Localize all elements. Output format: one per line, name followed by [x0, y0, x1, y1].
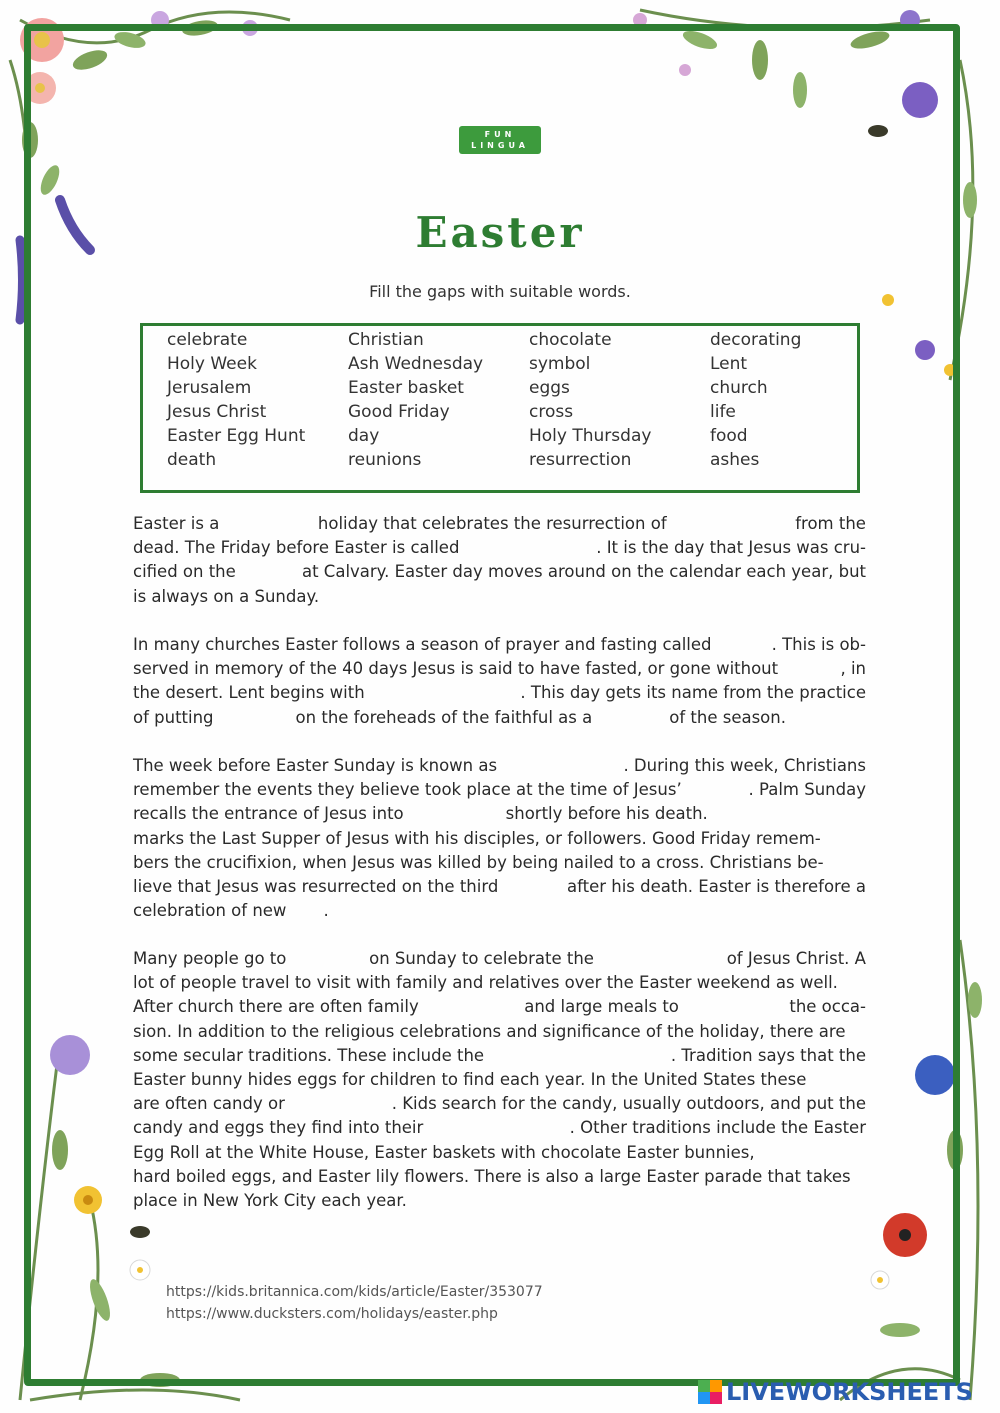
- text-line: [133, 1116, 866, 1140]
- text-line: [133, 971, 866, 995]
- text-segment: of the season.: [669, 707, 786, 727]
- text-line: [133, 1141, 866, 1165]
- blank-gap[interactable]: [375, 681, 510, 699]
- text-segment: lieve that Jesus was resurrected on the third: [133, 876, 499, 896]
- blank-gap[interactable]: [246, 560, 291, 578]
- paragraph-1: [133, 512, 866, 609]
- text-segment: Many people go to: [133, 949, 287, 968]
- text-line: [133, 754, 866, 778]
- text-segment: . This day gets its name from the practice: [520, 683, 866, 703]
- blank-gap[interactable]: [473, 536, 583, 554]
- word-bank-item: eggs: [529, 378, 570, 398]
- text-segment: . Other traditions include the Easter: [569, 1118, 866, 1138]
- text-segment: Egg Roll at the White House, Easter baskets with chocolate Easter bunnies,: [133, 1142, 755, 1162]
- instruction: Fill the gaps with suitable words.: [369, 282, 631, 301]
- text-line: [133, 1068, 866, 1092]
- text-segment: In many churches Easter follows a season of prayer and fasting called: [133, 635, 712, 654]
- word-bank-item: Holy Thursday: [529, 426, 652, 446]
- word-bank-item: celebrate: [167, 330, 248, 350]
- text-line: [133, 802, 866, 826]
- text-segment: the occa-: [789, 997, 866, 1017]
- text-line: [133, 1044, 866, 1068]
- blank-gap[interactable]: [598, 706, 663, 724]
- word-bank-item: Christian: [348, 330, 424, 350]
- text-line: [133, 1189, 866, 1213]
- blank-gap[interactable]: [513, 754, 608, 772]
- text-segment: lot of people travel to visit with family and relatives over the Easter weekend as well.: [133, 973, 838, 993]
- text-line: [133, 512, 866, 536]
- sources: [166, 1281, 543, 1325]
- text-line: [133, 1092, 866, 1116]
- text-segment: . Kids search for the candy, usually outdoors, and put the: [391, 1094, 866, 1114]
- paragraph-4: [133, 947, 866, 1213]
- brand-name: LIVEWORKSHEETS: [726, 1378, 973, 1406]
- text-line: [133, 778, 866, 802]
- text-segment: after his death. Easter is therefore a: [566, 876, 866, 896]
- word-bank-item: Holy Week: [167, 354, 257, 374]
- word-bank-item: food: [710, 426, 748, 446]
- word-bank-item: chocolate: [529, 330, 612, 350]
- text-segment: on the foreheads of the faithful as a: [295, 707, 593, 727]
- text-line: [133, 657, 866, 681]
- text-line: [133, 585, 866, 609]
- text-segment: Easter is a: [133, 514, 220, 533]
- text-line: [133, 706, 866, 730]
- word-bank-item: death: [167, 450, 217, 470]
- text-line: [133, 851, 866, 875]
- text-segment: . It is the day that Jesus was cru-: [596, 538, 866, 558]
- text-segment: is always on a Sunday.: [133, 586, 320, 606]
- word-bank-item: Easter basket: [348, 378, 464, 398]
- text-line: [133, 875, 866, 899]
- word-bank-item: reunions: [348, 450, 422, 470]
- text-line: [133, 560, 866, 584]
- text-line: [133, 827, 866, 851]
- word-bank-item: resurrection: [529, 450, 632, 470]
- word-bank-item: cross: [529, 402, 574, 422]
- blank-gap[interactable]: [695, 778, 735, 796]
- text-segment: place in New York City each year.: [133, 1190, 407, 1210]
- word-bank-item: day: [348, 426, 380, 446]
- blank-gap[interactable]: [792, 657, 827, 675]
- text-segment: at Calvary. Easter day moves around on the calendar each year, but: [301, 562, 866, 582]
- text-line: [133, 536, 866, 560]
- text-segment: recalls the entrance of Jesus into: [133, 804, 404, 824]
- liveworksheets-logo-icon: [698, 1380, 722, 1404]
- text-line: [133, 995, 866, 1019]
- text-segment: marks the Last Supper of Jesus with his disciples, or followers. Good Friday remem-: [133, 828, 821, 848]
- paragraph-2: [133, 633, 866, 730]
- blank-gap[interactable]: [441, 1116, 551, 1134]
- text-segment: . Palm Sunday: [748, 780, 866, 800]
- blank-gap[interactable]: [410, 802, 500, 820]
- text-segment: bers the crucifixion, when Jesus was killed by being nailed to a cross. Christians be-: [133, 852, 824, 872]
- blank-gap[interactable]: [229, 512, 309, 530]
- text-segment: dead. The Friday before Easter is called: [133, 538, 460, 558]
- word-bank-item: Easter Egg Hunt: [167, 426, 306, 446]
- text-line: [133, 899, 866, 923]
- word-bank-item: ashes: [710, 450, 760, 470]
- word-bank-item: Lent: [710, 354, 748, 374]
- blank-gap[interactable]: [518, 875, 548, 893]
- word-bank-item: decorating: [710, 330, 802, 350]
- text-segment: of putting: [133, 707, 214, 727]
- source-link[interactable]: https://kids.britannica.com/kids/article/Easter/353077: [166, 1284, 543, 1300]
- blank-gap[interactable]: [692, 995, 777, 1013]
- word-bank-item: Good Friday: [348, 402, 450, 422]
- text-segment: After church there are often family: [133, 997, 419, 1017]
- text-segment: , in: [840, 659, 866, 679]
- text-segment: the desert. Lent begins with: [133, 683, 365, 703]
- text-segment: holiday that celebrates the resurrection of: [317, 514, 667, 533]
- text-segment: celebration of new: [133, 901, 287, 921]
- word-bank-item: Jerusalem: [167, 378, 252, 398]
- blank-gap[interactable]: [431, 995, 511, 1013]
- page-title: Easter: [415, 208, 585, 257]
- text-line: [133, 681, 866, 705]
- text-segment: and large meals to: [524, 997, 679, 1017]
- word-bank: [140, 323, 860, 493]
- text-line: [133, 1020, 866, 1044]
- blank-gap[interactable]: [605, 947, 715, 965]
- text-line: [133, 947, 866, 971]
- text-segment: cified on the: [133, 562, 236, 582]
- word-bank-item: Ash Wednesday: [348, 354, 484, 374]
- text-segment: sion. In addition to the religious celebrations and significance of the holiday, there are: [133, 1021, 846, 1041]
- liveworksheets-brand: [698, 1378, 973, 1406]
- text-segment: .: [323, 901, 329, 921]
- text-segment: shortly before his death.: [505, 804, 708, 824]
- blank-gap[interactable]: [724, 633, 759, 651]
- paragraph-3: [133, 754, 866, 923]
- word-bank-item: symbol: [529, 354, 591, 374]
- text-segment: on Sunday to celebrate the: [369, 949, 594, 968]
- word-bank-item: life: [710, 402, 736, 422]
- text-segment: candy and eggs they find into their: [133, 1118, 424, 1138]
- fun-lingua-logo: [459, 126, 541, 154]
- text-segment: from the: [795, 514, 866, 533]
- text-segment: . This is ob-: [771, 635, 866, 654]
- text-segment: of Jesus Christ. A: [726, 949, 866, 968]
- text-segment: are often candy or: [133, 1094, 285, 1114]
- text-line: [133, 1165, 866, 1189]
- blank-gap[interactable]: [292, 899, 317, 917]
- blank-gap[interactable]: [220, 706, 290, 724]
- text-segment: . During this week, Christians: [623, 756, 866, 775]
- logo-line2: LINGUA: [471, 141, 529, 150]
- text-segment: served in memory of the 40 days Jesus is said to have fasted, or gone without: [133, 659, 779, 679]
- text-segment: Easter bunny hides eggs for children to find each year. In the United States these: [133, 1069, 807, 1089]
- text-segment: hard boiled eggs, and Easter lily flowers. There is also a large Easter parade that takes: [133, 1166, 851, 1186]
- text-segment: The week before Easter Sunday is known as: [133, 756, 498, 775]
- text-segment: . Tradition says that the: [670, 1045, 866, 1065]
- logo-line1: FUN: [484, 130, 516, 139]
- word-bank-item: Jesus Christ: [167, 402, 267, 422]
- word-bank-item: church: [710, 378, 768, 398]
- source-link[interactable]: https://www.ducksters.com/holidays/easter.php: [166, 1306, 498, 1322]
- text-line: [133, 633, 866, 657]
- blank-gap[interactable]: [298, 947, 358, 965]
- blank-gap[interactable]: [507, 1044, 647, 1062]
- blank-gap[interactable]: [298, 1092, 378, 1110]
- text-segment: some secular traditions. These include the: [133, 1045, 485, 1065]
- blank-gap[interactable]: [676, 512, 786, 530]
- text-segment: remember the events they believe took place at the time of Jesus’: [133, 780, 682, 800]
